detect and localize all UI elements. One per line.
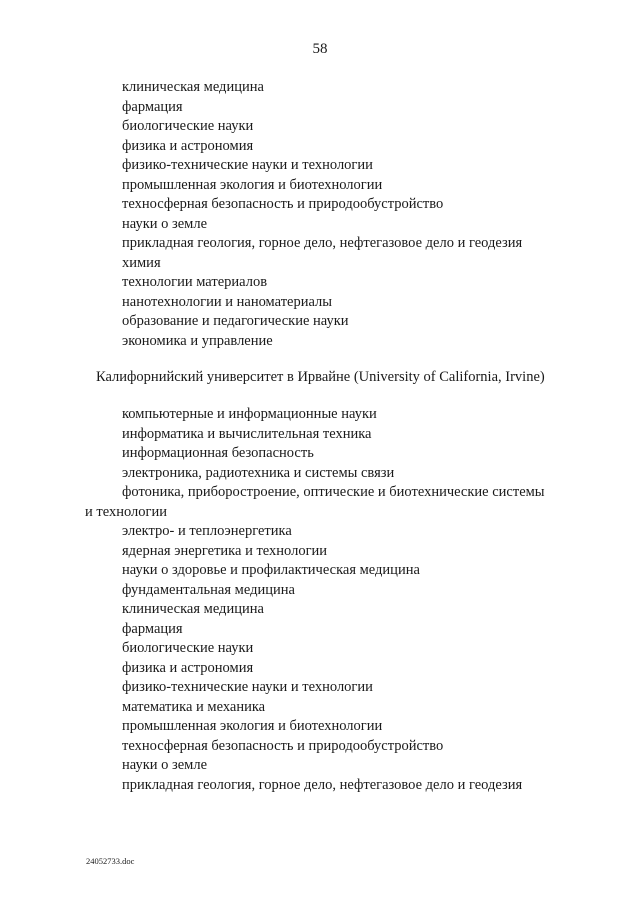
list-item-line-1: фотоника, приборостроение, оптические и биотехнические системы	[122, 484, 545, 500]
list-item: прикладная геология, горное дело, нефтегазовое дело и геодезия	[122, 235, 523, 251]
specialty-list-1	[122, 78, 522, 351]
list-item: науки о земле	[122, 215, 208, 232]
list-item: промышленная экология и биотехнологии	[122, 718, 383, 734]
list-item: фармация	[122, 620, 183, 637]
page-number: 58	[312, 41, 328, 57]
list-item: промышленная экология и биотехнологии	[122, 176, 383, 193]
list-item: ядерная энергетика и технологии	[122, 542, 328, 559]
list-item: экономика и управление	[122, 332, 273, 349]
list-item: образование и педагогические науки	[122, 313, 349, 329]
list-item-wrapped	[85, 483, 545, 522]
list-item: математика и механика	[122, 698, 266, 715]
list-item: технологии материалов	[122, 274, 268, 290]
list-item: информатика и вычислительная техника	[122, 425, 372, 442]
list-item: фундаментальная медицина	[122, 581, 295, 598]
list-item: химия	[122, 254, 161, 271]
university-heading: Калифорнийский университет в Ирвайне (University of California, Irvine)	[96, 369, 545, 385]
list-item: биологические науки	[122, 118, 254, 134]
list-item: компьютерные и информационные науки	[122, 406, 377, 422]
list-item: биологические науки	[122, 640, 254, 656]
list-item: нанотехнологии и наноматериалы	[122, 293, 333, 310]
list-item: науки о здоровье и профилактическая медицина	[122, 562, 420, 578]
list-item: физико-технические науки и технологии	[122, 679, 373, 695]
list-item: электроника, радиотехника и системы связи	[122, 464, 395, 481]
list-item: клиническая медицина	[122, 601, 264, 617]
footer-doc-filename: 24052733.doc	[86, 856, 135, 866]
list-item: прикладная геология, горное дело, нефтегазовое дело и геодезия	[122, 776, 523, 793]
list-item: фармация	[122, 98, 183, 115]
list-item: электро- и теплоэнергетика	[122, 523, 292, 539]
list-item: физика и астрономия	[122, 137, 254, 154]
list-item: техносферная безопасность и природообустройство	[122, 737, 444, 754]
list-item: клиническая медицина	[122, 79, 264, 95]
list-item: техносферная безопасность и природообустройство	[122, 196, 444, 212]
list-item-line-2: и технологии	[85, 503, 167, 520]
list-item: информационная безопасность	[122, 445, 314, 461]
list-item: физико-технические науки и технологии	[122, 157, 373, 173]
list-item: физика и астрономия	[122, 659, 254, 676]
list-item: науки о земле	[122, 757, 208, 773]
specialty-list-2	[85, 405, 545, 795]
